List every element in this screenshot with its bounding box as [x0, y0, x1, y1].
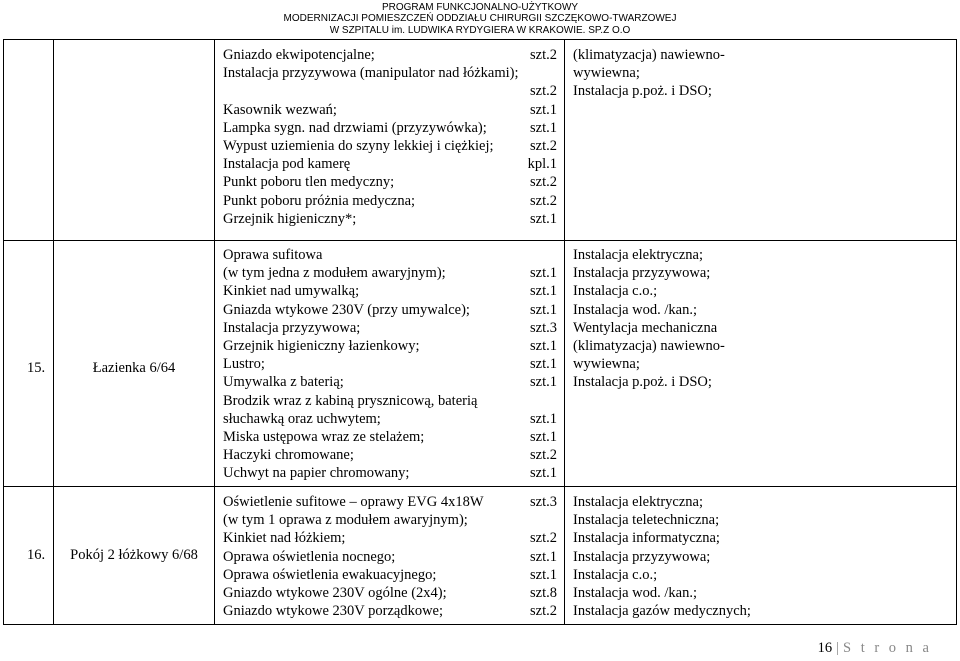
equipment-item: [223, 566, 557, 584]
item-name: Gniazdo wtykowe 230V ogólne (2x4);: [223, 585, 447, 602]
item-quantity: szt.2: [530, 47, 557, 63]
item-quantity: szt.1: [530, 356, 557, 373]
item-name: Lampka sygn. nad drzwiami (przyzywówka);: [223, 119, 487, 136]
item-name: Kinkiet nad łóżkiem;: [223, 530, 346, 547]
item-name: Grzejnik higieniczny*;: [223, 210, 357, 227]
equipment-item: [223, 584, 557, 602]
row-number: 16.: [27, 547, 46, 563]
table-border-top: [3, 39, 957, 40]
item-name: Kinkiet nad umywalką;: [223, 283, 360, 300]
room-name: Łazienka 6/64: [92, 360, 176, 376]
item-quantity: szt.2: [530, 138, 557, 155]
equipment-item: [223, 548, 557, 566]
item-name: Gniazdo ekwipotencjalne;: [223, 47, 375, 63]
installation-item: Instalacja przyzywowa;: [573, 548, 711, 565]
header-title: PROGRAM FUNKCJONALNO-UŻYTKOWY: [381, 2, 579, 13]
equipment-item: [223, 392, 557, 410]
col-divider: [564, 39, 565, 625]
item-quantity: [551, 392, 557, 410]
equipment-list: [223, 493, 557, 620]
equipment-item: [223, 511, 557, 529]
item-quantity: szt.1: [530, 410, 557, 427]
item-name: Uchwyt na papier chromowany;: [223, 465, 410, 482]
installation-item: Instalacja informatyczna;: [573, 530, 720, 547]
item-name: Umywalka z baterią;: [223, 374, 344, 391]
item-quantity: kpl.1: [527, 156, 557, 173]
page-footer: [818, 640, 932, 657]
item-name: Oprawa sufitowa: [223, 247, 323, 263]
item-quantity: szt.1: [530, 566, 557, 583]
installation-item: Instalacja c.o.;: [573, 283, 658, 300]
item-name: Gniazdo wtykowe 230V porządkowe;: [223, 603, 443, 620]
installation-item: Instalacja elektryczna;: [573, 494, 704, 510]
equipment-item: [223, 192, 557, 210]
equipment-item: [223, 137, 557, 155]
equipment-item: [223, 210, 557, 228]
item-quantity: szt.2: [530, 447, 557, 464]
table-border-bottom: [3, 624, 957, 625]
item-quantity: szt.1: [530, 101, 557, 118]
equipment-item: [223, 46, 557, 64]
item-quantity: szt.1: [530, 265, 557, 282]
item-quantity: szt.1: [530, 374, 557, 391]
equipment-item: [223, 373, 557, 391]
item-quantity: szt.1: [530, 119, 557, 136]
item-quantity: [551, 246, 557, 264]
item-name: Instalacja przyzywowa (manipulator nad łóżkami);: [223, 65, 519, 82]
installations-list: [573, 46, 953, 101]
equipment-item: [223, 155, 557, 173]
installation-item: Instalacja elektryczna;: [573, 247, 704, 263]
item-quantity: szt.2: [530, 603, 557, 620]
header-hospital: W SZPITALU im. LUDWIKA RYDYGIERA W KRAKOWIE. SP.Z O.O: [329, 25, 631, 36]
item-quantity: szt.2: [530, 174, 557, 191]
row-number: 15.: [27, 360, 46, 376]
item-name: Oprawa oświetlenia ewakuacyjnego;: [223, 566, 437, 583]
item-quantity: szt.1: [530, 548, 557, 565]
item-quantity: [551, 511, 557, 529]
equipment-list: [223, 246, 557, 483]
item-name: Punkt poboru próżnia medyczna;: [223, 192, 416, 209]
item-name: Instalacja pod kamerę: [223, 156, 351, 173]
item-name: Wypust uziemienia do szyny lekkiej i ciężkiej;: [223, 138, 494, 155]
item-quantity: szt.8: [530, 585, 557, 602]
item-quantity: szt.1: [530, 301, 557, 318]
item-name: Lustro;: [223, 356, 265, 373]
row-divider: [3, 486, 957, 487]
installation-item: Instalacja wod. /kan.;: [573, 585, 698, 602]
item-quantity: [551, 64, 557, 82]
item-name: Gniazda wtykowe 230V (przy umywalce);: [223, 301, 470, 318]
equipment-item: [223, 428, 557, 446]
page-label: S t r o n a: [843, 640, 932, 656]
item-quantity: szt.2: [530, 192, 557, 209]
equipment-list: [223, 46, 557, 228]
item-quantity: szt.1: [530, 465, 557, 482]
installation-item: Instalacja p.poż. i DSO;: [573, 83, 712, 100]
col-divider: [214, 39, 215, 625]
col-divider: [3, 39, 4, 625]
footer-separator: |: [836, 640, 840, 656]
item-name: Kasownik wezwań;: [223, 101, 337, 118]
equipment-item: [223, 101, 557, 119]
item-name: Oprawa oświetlenia nocnego;: [223, 548, 396, 565]
room-name: Pokój 2 łóżkowy 6/68: [70, 547, 198, 563]
installation-item: Instalacja wod. /kan.;: [573, 301, 698, 318]
item-quantity: szt.1: [530, 429, 557, 446]
equipment-item: [223, 446, 557, 464]
equipment-item: [223, 337, 557, 355]
installation-item: Instalacja p.poż. i DSO;: [573, 374, 712, 391]
item-name: (w tym jedna z modułem awaryjnym);: [223, 265, 446, 282]
row-divider: [3, 240, 957, 241]
installation-item: wywiewna;: [573, 356, 640, 373]
equipment-item: [223, 119, 557, 137]
item-quantity: szt.1: [530, 210, 557, 227]
equipment-item: [223, 355, 557, 373]
item-name: słuchawką oraz uchwytem;: [223, 410, 381, 427]
installation-item: Instalacja c.o.;: [573, 566, 658, 583]
item-quantity: szt.3: [530, 494, 557, 510]
col-divider: [956, 39, 957, 625]
item-name: Instalacja przyzywowa;: [223, 319, 361, 336]
col-divider: [53, 39, 54, 625]
page-number: 16: [817, 640, 833, 656]
item-name: Miska ustępowa wraz ze stelażem;: [223, 429, 425, 446]
equipment-item: [223, 282, 557, 300]
item-quantity: szt.1: [530, 338, 557, 355]
installation-item: wywiewna;: [573, 65, 640, 82]
equipment-item: [223, 319, 557, 337]
item-name: Brodzik wraz z kabiną prysznicową, baterią: [223, 392, 478, 409]
installation-item: Instalacja przyzywowa;: [573, 265, 711, 282]
equipment-item: [223, 64, 557, 82]
item-quantity: szt.1: [530, 283, 557, 300]
header-subtitle: MODERNIZACJI POMIESZCZEŃ ODDZIAŁU CHIRURGII SZCZĘKOWO-TWARZOWEJ: [283, 13, 677, 24]
installations-list: [573, 493, 953, 620]
item-quantity: szt.2: [530, 530, 557, 547]
item-name: Haczyki chromowane;: [223, 447, 354, 464]
installation-item: (klimatyzacja) nawiewno-: [573, 338, 725, 355]
equipment-item: [223, 173, 557, 191]
installation-item: (klimatyzacja) nawiewno-: [573, 47, 725, 63]
item-name: Oświetlenie sufitowe – oprawy EVG 4x18W: [223, 494, 484, 510]
equipment-item: [223, 410, 557, 428]
equipment-item: [223, 529, 557, 547]
equipment-item: [223, 602, 557, 620]
installation-item: Wentylacja mechaniczna: [573, 319, 718, 336]
equipment-item: [223, 246, 557, 264]
item-name: (w tym 1 oprawa z modułem awaryjnym);: [223, 512, 468, 529]
equipment-item: [223, 82, 557, 100]
installation-item: Instalacja teletechniczna;: [573, 512, 720, 529]
equipment-item: [223, 264, 557, 282]
item-name: Grzejnik higieniczny łazienkowy;: [223, 338, 420, 355]
equipment-item: [223, 464, 557, 482]
item-quantity: szt.2: [530, 83, 557, 100]
item-quantity: szt.3: [530, 319, 557, 336]
installations-list: [573, 246, 953, 392]
item-name: Punkt poboru tlen medyczny;: [223, 174, 395, 191]
equipment-item: [223, 493, 557, 511]
installation-item: Instalacja gazów medycznych;: [573, 603, 751, 620]
equipment-item: [223, 301, 557, 319]
